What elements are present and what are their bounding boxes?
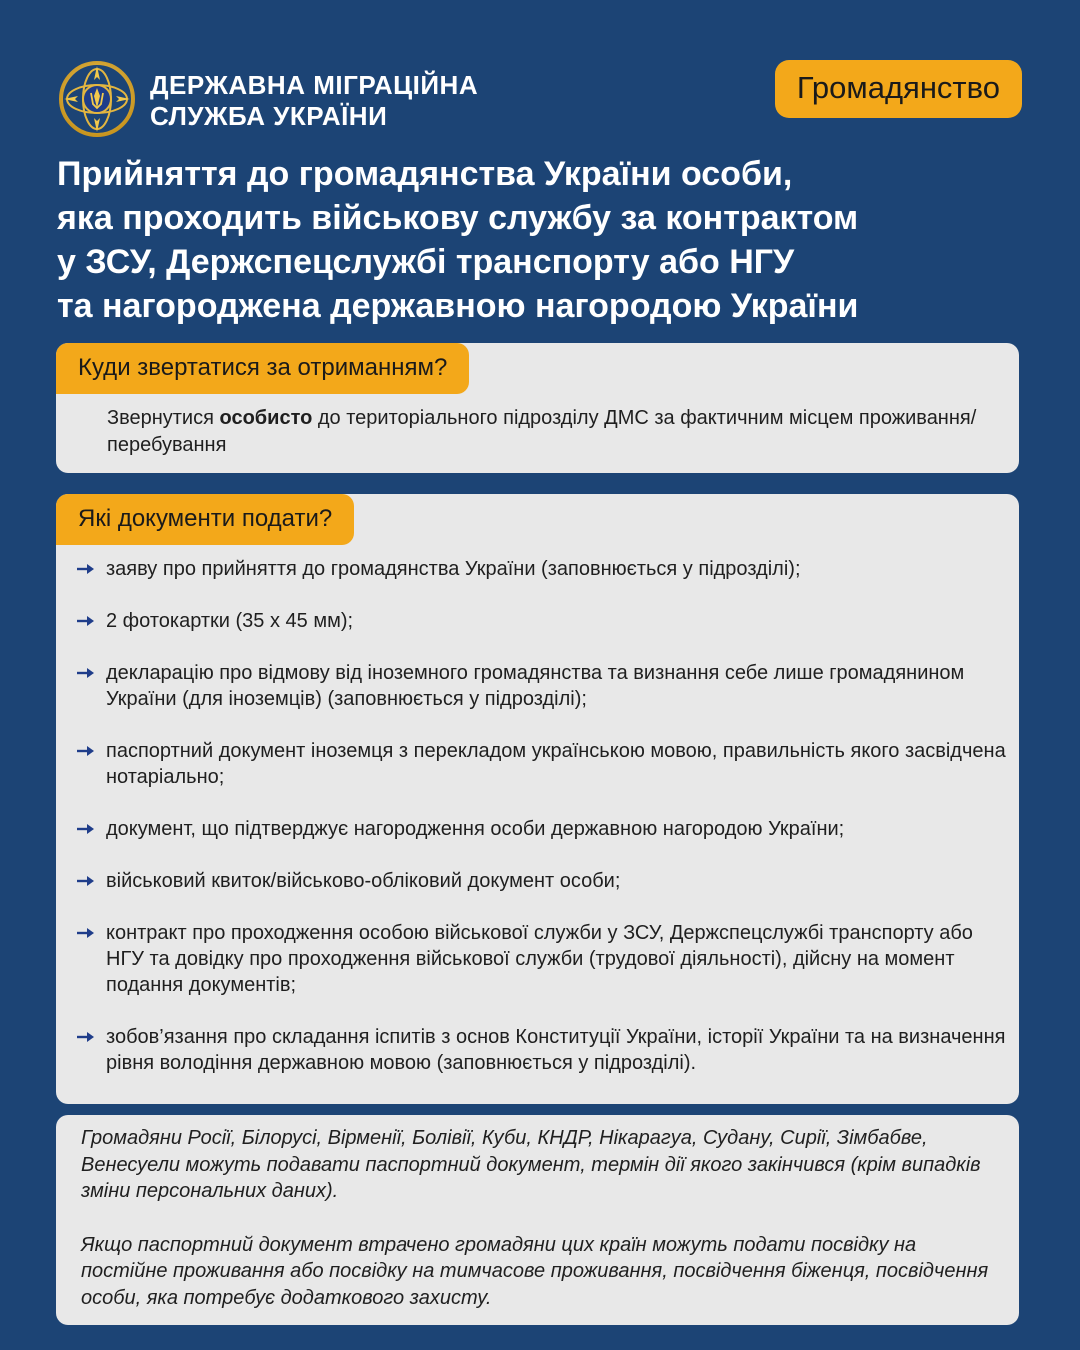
arrow-right-icon [76, 563, 96, 575]
where-to-apply-heading: Куди звертатися за отриманням? [56, 343, 469, 394]
documents-heading: Які документи подати? [56, 494, 354, 545]
note-paragraph-1: Громадяни Росії, Білорусі, Вірменії, Болівії, Куби, КНДР, Нікарагуа, Судану, Сирії, Зімбабве, Венесуели можуть подавати паспортний документ, термін дії якого закінчився (крім випадків зміни персональних даних). [81, 1127, 981, 1202]
org-name-line2: СЛУЖБА УКРАЇНИ [150, 101, 388, 131]
document-item [76, 816, 1006, 842]
document-item [76, 556, 1006, 582]
document-item [76, 738, 1006, 790]
page-title [57, 152, 1017, 328]
title-line: яка проходить військову службу за контрактом [57, 199, 859, 237]
arrow-right-icon [76, 745, 96, 757]
document-item-text: документ, що підтверджує нагородження особи державною нагородою України; [106, 818, 845, 840]
document-item [76, 1024, 1006, 1076]
document-item [76, 660, 1006, 712]
document-item-text: заяву про прийняття до громадянства України (заповнюється у підрозділі); [106, 558, 801, 580]
document-item-text: паспортний документ іноземця з перекладом українською мовою, правильність якого засвідчена нотаріально; [106, 740, 1006, 788]
where-to-apply-text [107, 405, 987, 459]
header [58, 58, 1022, 138]
arrow-right-icon [76, 927, 96, 939]
documents-card [56, 494, 1019, 1104]
document-item-text: військовий квиток/військово-обліковий документ особи; [106, 870, 621, 892]
documents-list [76, 556, 1006, 1076]
topic-badge: Громадянство [775, 60, 1022, 118]
document-item [76, 868, 1006, 894]
document-item-text: 2 фотокартки (35 х 45 мм); [106, 610, 354, 632]
where-text-before: Звернутися [107, 407, 220, 429]
document-item-text: декларацію про відмову від іноземного громадянства та визнання себе лише громадянином України (для іноземців) (заповнюється у підрозділі); [106, 662, 965, 710]
arrow-right-icon [76, 615, 96, 627]
org-name [150, 70, 478, 132]
dms-emblem-icon [58, 60, 136, 138]
arrow-right-icon [76, 823, 96, 835]
where-text-after: до територіального підрозділу ДМС за фактичним місцем проживання/перебування [107, 407, 977, 456]
org-name-line1: ДЕРЖАВНА МІГРАЦІЙНА [150, 70, 479, 100]
arrow-right-icon [76, 1031, 96, 1043]
document-item [76, 608, 1006, 634]
document-item-text: зобов’язання про складання іспитів з основ Конституції України, історії України та на визначення рівня володіння державною мовою (заповнюється у підрозділі). [106, 1026, 1006, 1074]
title-line: та нагороджена державною нагородою України [57, 287, 859, 325]
document-item-text: контракт про проходження особою військової служби у ЗСУ, Держспецслужбі транспорту або НГУ та довідку про проходження військової служби (трудової діяльності), дійсну на момент подання документів; [106, 922, 973, 996]
document-item [76, 920, 1006, 998]
where-to-apply-card [56, 343, 1019, 473]
note-paragraph-2: Якщо паспортний документ втрачено громадяни цих країн можуть подати посвідку на постійне проживання або посвідку на тимчасове проживання, посвідчення біженця, посвідчення особи, яка потребує додаткового захисту. [81, 1233, 989, 1309]
title-line: Прийняття до громадянства України особи, [57, 155, 793, 193]
arrow-right-icon [76, 667, 96, 679]
note-card [56, 1115, 1019, 1325]
arrow-right-icon [76, 875, 96, 887]
where-text-bold: особисто [219, 407, 313, 429]
title-line: у ЗСУ, Держспецслужбі транспорту або НГУ [57, 243, 795, 281]
